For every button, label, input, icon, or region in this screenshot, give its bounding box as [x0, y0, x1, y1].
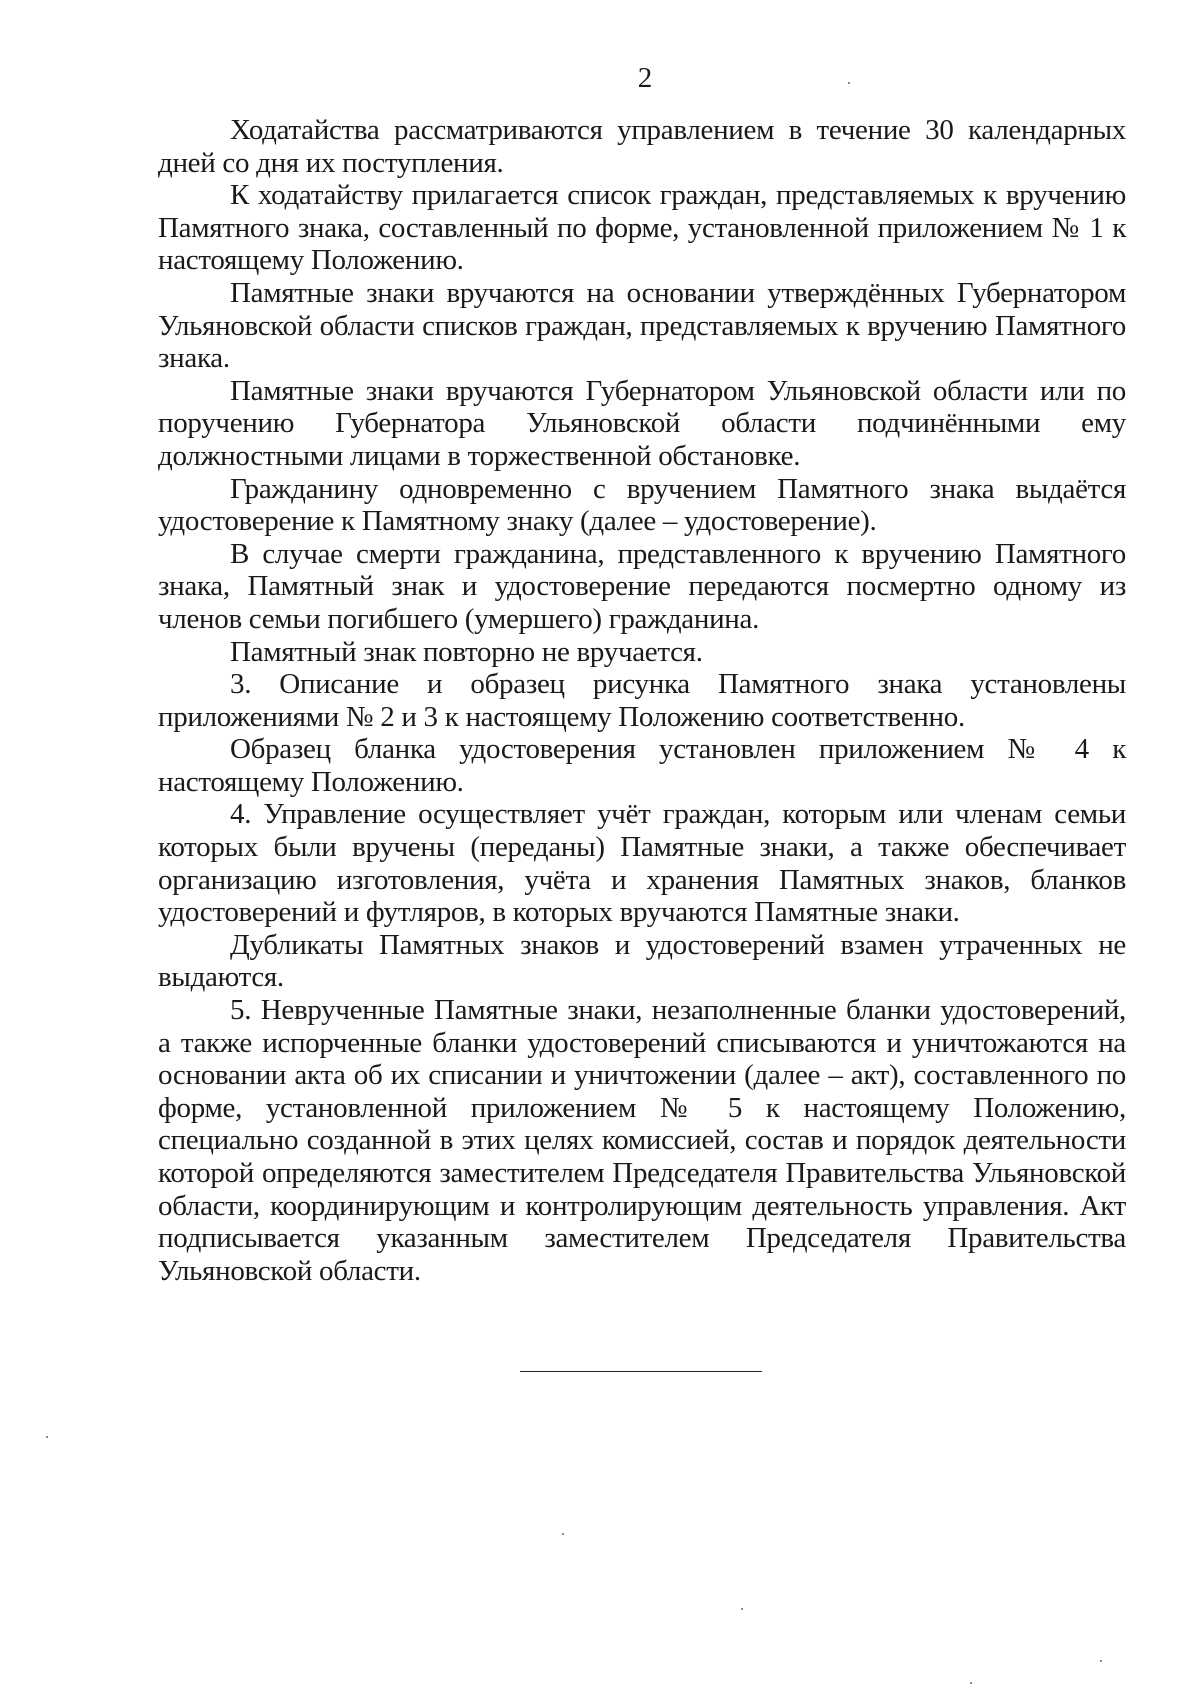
scan-speck: [741, 1608, 743, 1610]
paragraph-duplicates: Дубликаты Памятных знаков и удостоверений взамен утраченных не выдаются.: [158, 928, 1126, 994]
scan-speck: [970, 1682, 972, 1684]
paragraph-section-3: 3. Описание и образец рисунка Памятного знака установлены приложениями № 2 и 3 к настоящему Положению соответственно.: [158, 668, 1126, 733]
paragraph-posthumous: В случае смерти гражданина, представленного к вручению Памятного знака, Памятный знак и удостоверение передаются посмертно одному из членов семьи погибшего (умершего) гражданина.: [158, 537, 1126, 635]
scan-speck: [46, 1436, 48, 1438]
paragraph-approved-lists: Памятные знаки вручаются на основании утверждённых Губернатором Ульяновской области списков граждан, представляемых к вручению Памятного знака.: [158, 276, 1126, 375]
page-number: 2: [637, 62, 653, 94]
scan-speck: [1100, 1660, 1102, 1662]
paragraph-citizen-list: К ходатайству прилагается список граждан, представляемых к вручению Памятного знака, составленный по форме, установленной приложением № 1 к настоящему Положению.: [158, 179, 1126, 277]
paragraph-awarding: Памятные знаки вручаются Губернатором Ульяновской области или по поручению Губернатора Ульяновской области подчинёнными ему должностными лицами в торжественной обстановке.: [158, 374, 1126, 472]
paragraph-certificate: Гражданину одновременно с вручением Памятного знака выдаётся удостоверение к Памятному знаку (далее – удостоверение).: [158, 472, 1126, 538]
document-body: [158, 114, 1126, 1287]
scan-speck: [848, 82, 850, 84]
paragraph-certificate-form: Образец бланка удостоверения установлен приложением № 4 к настоящему Положению.: [158, 733, 1126, 798]
closing-rule: [520, 1371, 762, 1372]
paragraph-no-repeat: Памятный знак повторно не вручается.: [230, 635, 703, 668]
paragraph-section-5: 5. Неврученные Памятные знаки, незаполненные бланки удостоверений, а также испорченные бланки удостоверений списываются и уничтожаются на основании акта об их списании и уничтожении (далее – акт), составленного по форме, установленной приложением № 5 к настоящему Положению, специально созданной в этих целях комиссией, состав и порядок деятельности которой определяются заместителем Председателя Правительства Ульяновской области, координирующим и контролирующим деятельность управления. Акт подписывается указанным заместителем Председателя Правительства Ульяновской области.: [158, 994, 1126, 1287]
paragraph-petition-review: Ходатайства рассматриваются управлением в течение 30 календарных дней со дня их поступления.: [158, 114, 1126, 179]
scan-speck: [562, 1533, 564, 1535]
paragraph-section-4: 4. Управление осуществляет учёт граждан, которым или членам семьи которых были вручены (переданы) Памятные знаки, а также обеспечивает организацию изготовления, учёта и хранения Памятных знаков, бланков удостоверений и футляров, в которых вручаются Памятные знаки.: [158, 798, 1126, 929]
